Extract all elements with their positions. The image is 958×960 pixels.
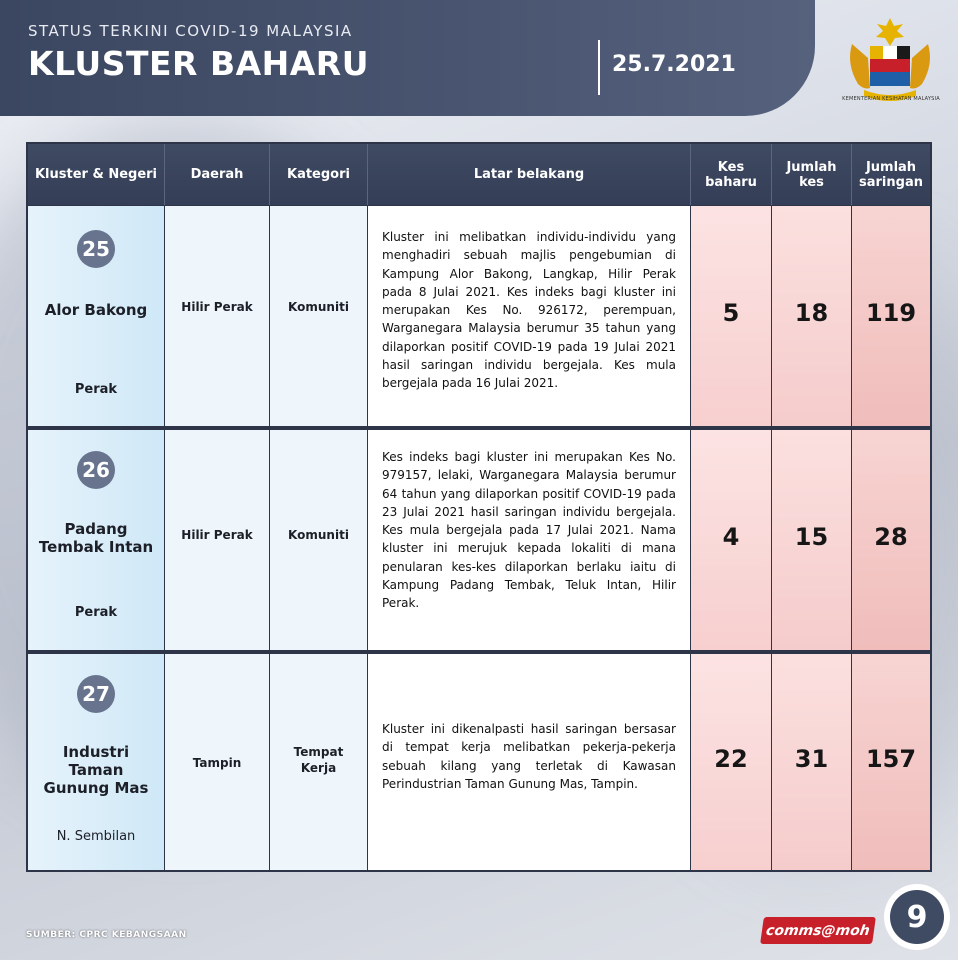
cell-latar bbox=[368, 654, 691, 870]
header-kes-baharu: Kes baharu bbox=[691, 144, 772, 205]
header-divider bbox=[598, 40, 600, 95]
table-row bbox=[28, 654, 930, 870]
kes-baharu-value: 5 bbox=[722, 299, 740, 327]
header-jumlah-saringan: Jumlah saringan bbox=[859, 159, 923, 190]
table-row bbox=[28, 206, 930, 428]
page-number-badge bbox=[884, 884, 950, 950]
cell-jumlah-saringan bbox=[852, 654, 930, 870]
table-row bbox=[28, 430, 930, 652]
source-note: SUMBER: CPRC KEBANGSAAN bbox=[26, 930, 187, 940]
cluster-table bbox=[26, 142, 932, 872]
jumlah-saringan-value: 28 bbox=[874, 523, 908, 551]
cluster-negeri: Perak bbox=[74, 605, 118, 620]
cell-kategori bbox=[270, 206, 368, 426]
jumlah-kes-value: 15 bbox=[794, 523, 829, 551]
cell-daerah bbox=[165, 206, 270, 426]
cell-jumlah-kes bbox=[772, 430, 852, 650]
cell-kes-baharu bbox=[691, 654, 772, 870]
jumlah-kes-value: 18 bbox=[794, 299, 829, 327]
cell-jumlah-kes bbox=[772, 206, 852, 426]
cluster-negeri: Perak bbox=[74, 382, 118, 397]
cluster-name: Padang Tembak Intan bbox=[38, 520, 154, 556]
coat-of-arms-icon bbox=[842, 14, 938, 108]
latar-text: Kes indeks bagi kluster ini merupakan Kes No. 979157, lelaki, Warganegara Malaysia berumur 64 tahun yang dilaporkan positif COVID-19 pada 23 Julai 2021 hasil saringan individu bergejala. Kes mula bergejala pada 17 Julai 2021. Nama kluster ini merujuk kepada lokaliti di mana penularan kes-kes dilaporkan berlaku iaitu di Kampung Padang Tembak, Teluk Intan, Hilir Perak. bbox=[382, 450, 676, 611]
page-number: 9 bbox=[890, 890, 944, 944]
kategori-value: Komuniti bbox=[288, 528, 349, 542]
page-title: KLUSTER BAHARU bbox=[28, 44, 369, 83]
kes-baharu-value: 4 bbox=[722, 523, 740, 551]
header-kluster: Kluster & Negeri bbox=[28, 144, 165, 205]
header-kicker: STATUS TERKINI COVID-19 MALAYSIA bbox=[28, 22, 353, 40]
latar-text: Kluster ini melibatkan individu-individu yang menghadiri sebuah majlis pengebumian di Kampung Alor Bakong, Langkap, Hilir Perak pada 8 Julai 2021. Kes indeks bagi kluster ini merupakan Kes No. 926172, perempuan, Warganegara Malaysia berumur 35 tahun yang dilaporkan positif COVID-19 pada 19 Julai 2021 hasil saringan individu bergejala. Kes mula bergejala pada 16 Julai 2021. bbox=[382, 230, 676, 391]
header-banner bbox=[0, 0, 815, 116]
header-jumlah-kes: Jumlah kes bbox=[772, 144, 852, 205]
kategori-value: Komuniti bbox=[288, 300, 349, 314]
cell-jumlah-saringan bbox=[852, 430, 930, 650]
jumlah-saringan-value: 157 bbox=[865, 745, 917, 773]
cluster-negeri: N. Sembilan bbox=[56, 829, 136, 844]
header-kategori: Kategori bbox=[270, 144, 368, 205]
header-daerah: Daerah bbox=[165, 144, 270, 205]
cluster-name: Alor Bakong bbox=[44, 301, 148, 319]
kategori-value: Tempat Kerja bbox=[293, 745, 344, 775]
daerah-value: Hilir Perak bbox=[181, 528, 253, 542]
cell-kluster bbox=[28, 430, 165, 650]
cell-kategori bbox=[270, 430, 368, 650]
daerah-value: Tampin bbox=[192, 756, 242, 770]
cell-daerah bbox=[165, 430, 270, 650]
cell-daerah bbox=[165, 654, 270, 870]
cell-kes-baharu bbox=[691, 206, 772, 426]
kes-baharu-value: 22 bbox=[714, 745, 748, 773]
latar-text: Kluster ini dikenalpasti hasil saringan bersasar di tempat kerja melibatkan pekerja-pekerja sebuah kilang yang terletak di Kawasan Perindustrian Taman Gunung Mas, Tampin. bbox=[382, 722, 676, 791]
daerah-value: Hilir Perak bbox=[181, 300, 253, 314]
cell-jumlah-saringan bbox=[852, 206, 930, 426]
header-latar: Latar belakang bbox=[368, 144, 691, 205]
cell-latar bbox=[368, 206, 691, 426]
cell-latar bbox=[368, 430, 691, 650]
header-date: 25.7.2021 bbox=[612, 52, 736, 77]
jumlah-kes-value: 31 bbox=[794, 745, 829, 773]
cluster-number-badge: 25 bbox=[77, 230, 115, 268]
cell-kluster bbox=[28, 654, 165, 870]
logo-caption: KEMENTERIAN KESIHATAN MALAYSIA bbox=[842, 96, 940, 102]
cluster-number-badge: 26 bbox=[77, 451, 115, 489]
cell-kluster bbox=[28, 206, 165, 426]
brand-badge: comms@moh bbox=[760, 917, 876, 944]
cluster-number-badge: 27 bbox=[77, 675, 115, 713]
cell-kes-baharu bbox=[691, 430, 772, 650]
jumlah-saringan-value: 119 bbox=[865, 299, 917, 327]
table-header bbox=[28, 144, 930, 205]
cluster-name: Industri Taman Gunung Mas bbox=[43, 743, 149, 797]
cell-kategori bbox=[270, 654, 368, 870]
cell-jumlah-kes bbox=[772, 654, 852, 870]
